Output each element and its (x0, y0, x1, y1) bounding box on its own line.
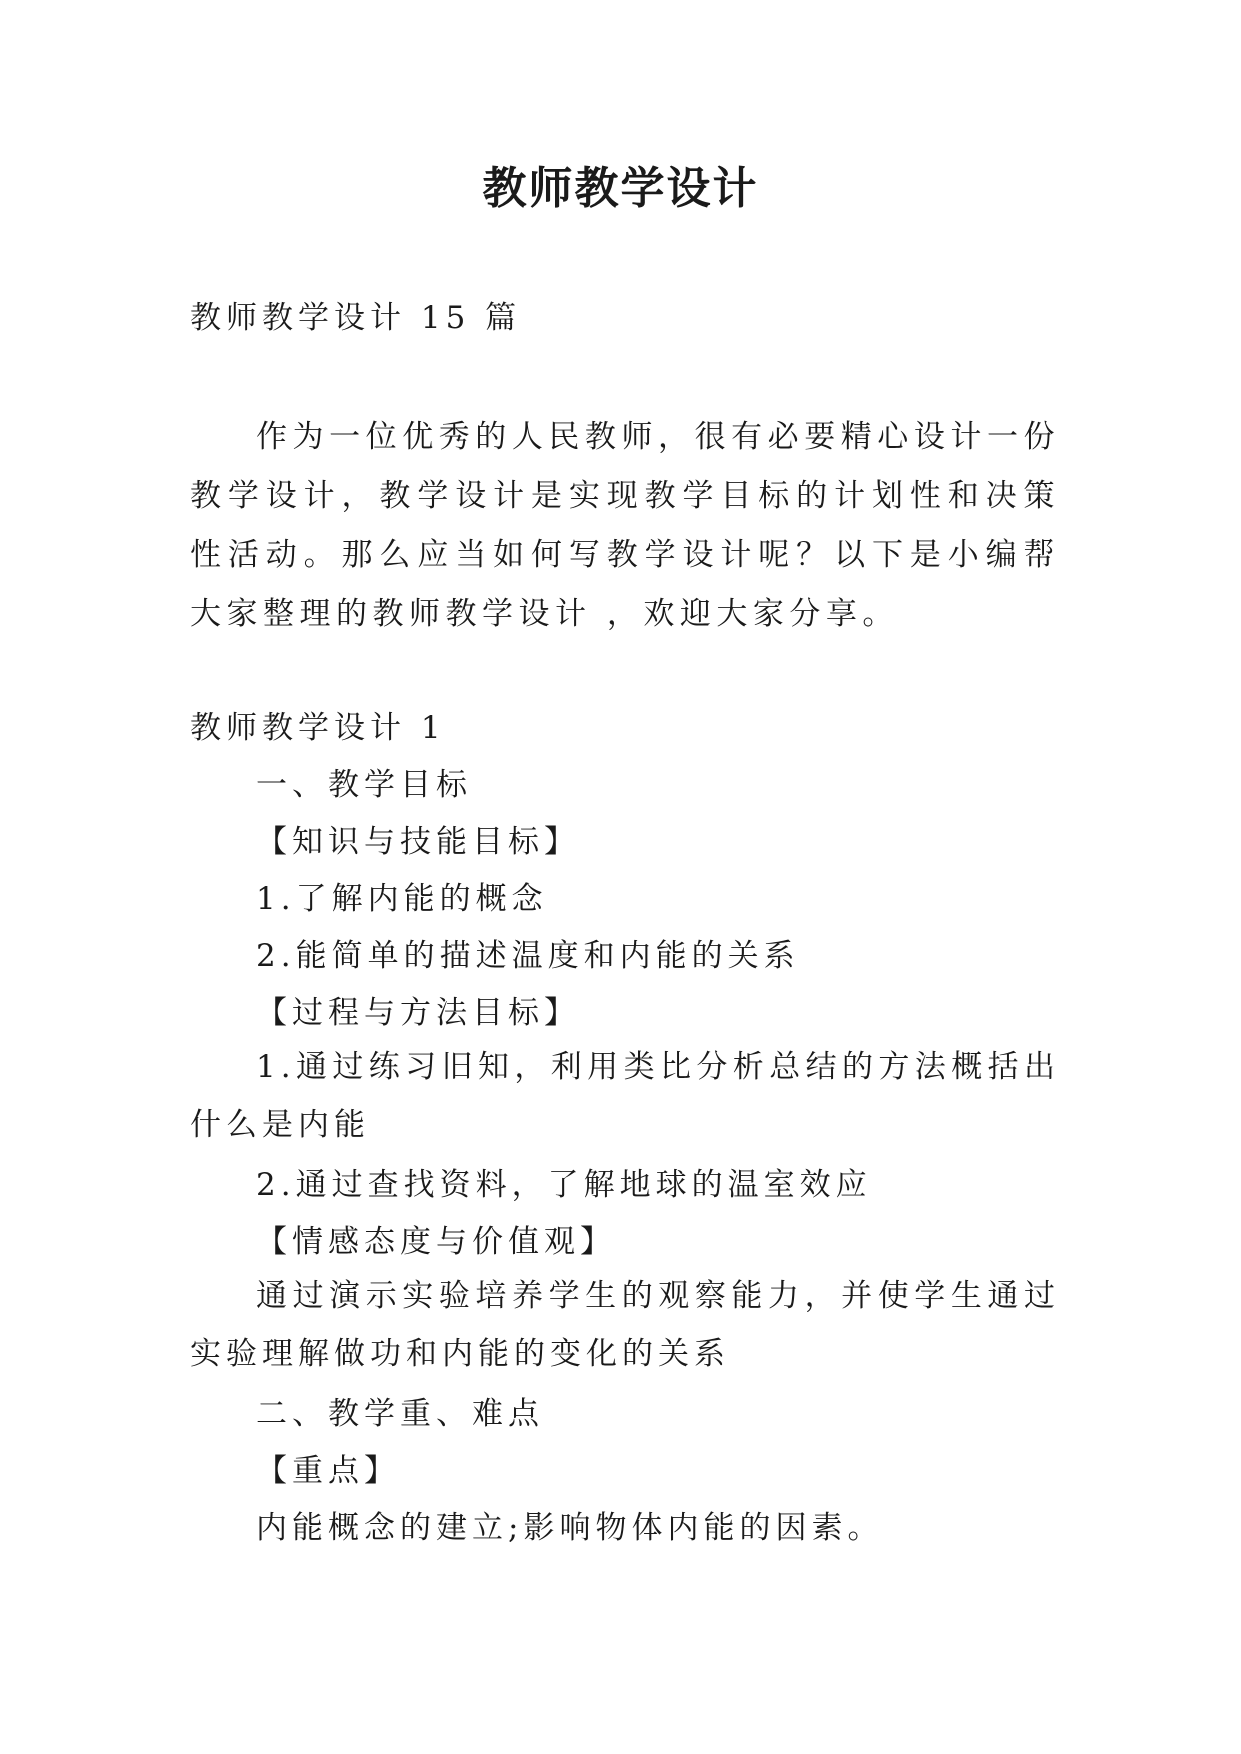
key-difficulty-heading: 二、教学重、难点 (256, 1396, 544, 1432)
focus-item: 内能概念的建立;影响物体内能的因素。 (256, 1510, 884, 1546)
document-title: 教师教学设计 (482, 163, 759, 214)
process-item: 1.通过练习旧知，利用类比分析总结的方法概括出什么是内能 (190, 1049, 1060, 1143)
knowledge-skill-heading: 【知识与技能目标】 (256, 824, 580, 860)
focus-heading: 【重点】 (256, 1453, 400, 1489)
document-subtitle: 教师教学设计 15 篇 (190, 300, 522, 336)
section-heading: 教师教学设计 1 (190, 710, 446, 746)
knowledge-item: 1.了解内能的概念 (256, 881, 548, 917)
process-item: 2.通过查找资料，了解地球的温室效应 (256, 1167, 872, 1203)
process-method-heading: 【过程与方法目标】 (256, 995, 580, 1031)
goals-heading: 一、教学目标 (256, 767, 472, 803)
emotion-values-heading: 【情感态度与价值观】 (256, 1224, 616, 1260)
emotion-item: 通过演示实验培养学生的观察能力，并使学生通过实验理解做功和内能的变化的关系 (190, 1278, 1060, 1372)
knowledge-item: 2.能简单的描述温度和内能的关系 (256, 938, 800, 974)
intro-paragraph: 作为一位优秀的人民教师，很有必要精心设计一份教学设计，教学设计是实现教学目标的计划性和决策性活动。那么应当如何写教学设计呢？以下是小编帮大家整理的教师教学设计 ，欢迎大家分享。 (190, 419, 1060, 632)
